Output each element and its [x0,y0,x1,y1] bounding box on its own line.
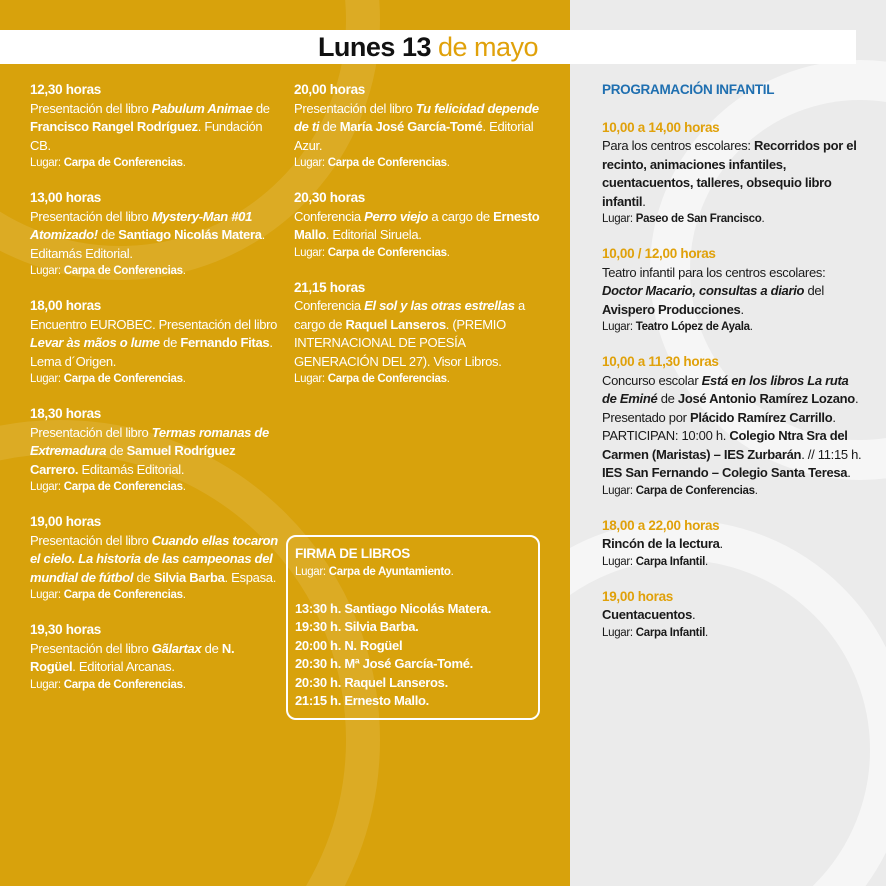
event-time: 20,30 horas [294,190,365,205]
event-text: Pabulum Animae [151,100,253,116]
event-description [602,535,864,554]
event-place [30,479,280,496]
place-label: Lugar: [294,157,325,169]
event-item [30,189,280,280]
event-text: . // 11:15 h. [801,446,862,462]
event-text: de [97,227,119,242]
event-text: Cuentacuentos [602,607,693,622]
signing-author: Silvia Barba. [344,619,419,634]
title-main: Lunes 13 [317,32,431,62]
event-text: de [159,335,181,350]
event-text: de [201,640,222,656]
signing-time: 19:30 h. [295,619,342,634]
signing-time: 20:30 h. [295,674,342,690]
event-text: Colegio Ntra Sra del Carmen (Maristas) – IES Zurbarán [602,428,848,462]
event-text: José Antonio Ramírez Lozano [677,391,855,406]
event-text: María José García-Tomé [339,119,483,134]
event-text: IES San Fernando – Colegio Santa Teresa [602,465,848,480]
event-item [602,245,864,336]
event-place [294,371,552,388]
book-signing-place: Lugar: Carpa de Ayuntamiento. [295,565,454,578]
place-label: Lugar: [294,246,325,259]
signing-author: N. Rogüel [344,637,403,653]
event-description [602,606,864,625]
event-text: . Lema d´Origen. [30,335,273,369]
event-item [294,279,552,389]
title-sub: de mayo [438,32,539,62]
event-text: Mystery-Man #01 Atomizado! [30,208,253,242]
place-label: Lugar: [602,626,633,639]
event-text: Recorridos por el recinto, animaciones infantiles, cuentacuentos, talleres, obsequio libro infantil [602,138,857,209]
event-place [30,587,280,604]
event-text: Concurso escolar [602,372,702,388]
event-place [602,554,864,571]
middle-column [294,81,552,405]
book-signing-list [295,600,538,711]
event-item [602,353,864,500]
event-item [30,513,280,604]
signing-time: 20:30 h. [295,656,342,671]
event-text: del [804,283,824,298]
event-time: 10,00 a 14,00 horas [602,119,720,135]
place-label: Lugar: [30,157,61,169]
place-name: Carpa de Conferencias [63,373,183,385]
event-text: . Espasa. [224,569,277,585]
place-end: . [446,373,450,385]
place-name: Carpa de Conferencias [327,157,447,169]
event-text: . (PREMIO INTERNACIONAL DE POESÍA GENERACIÓN DEL 27). Visor Libros. [294,316,506,369]
place-name: Carpa de Conferencias [327,246,447,259]
place-end: . [705,555,708,568]
event-text: Termas romanas de Extremadura [30,424,269,458]
place-name: Carpa de Conferencias [63,678,183,691]
event-text: Presentación del libro [30,424,152,440]
event-time: 21,15 horas [294,279,365,295]
event-place [602,483,864,500]
event-text: Está en los libros La ruta de Eminé [602,372,849,406]
event-text: Teatro infantil para los centros escolares: [602,264,826,280]
event-text: Conferencia [294,208,365,224]
event-description [30,208,280,264]
event-text: . PARTICIPAN: 10:00 h. [602,409,836,443]
event-text: de [252,100,270,116]
book-signing-title: FIRMA DE LIBROS [295,546,410,561]
place-label: Lugar: [30,678,61,691]
event-text: de [657,391,678,406]
place-end: . [182,481,186,493]
event-text: Conferencia [294,298,365,313]
event-text: Tu felicidad depende de ti [294,100,539,134]
event-text: Plácido Ramírez Carrillo [690,409,833,425]
place-name: Carpa Infantil [635,555,705,568]
header-bar [0,30,856,64]
signing-row [295,637,538,656]
event-text: . Editamás Editorial. [30,227,265,261]
event-text: Presentación del libro [294,100,416,116]
event-text: Samuel Rodríguez Carrero. [30,443,236,477]
page-title [0,30,856,64]
event-place [602,211,864,228]
event-item [602,119,864,229]
book-signing-box [286,535,540,720]
event-description [602,264,864,320]
event-text: . Fundación CB. [30,119,263,153]
place-name: Carpa de Conferencias [63,157,183,169]
signing-row [295,600,538,619]
event-text: Silvia Barba [153,569,225,585]
place-end: . [761,213,765,225]
signing-author: Mª José García-Tomé. [344,656,473,671]
event-text: . [740,301,744,317]
event-time: 19,30 horas [30,622,101,637]
event-text: de [133,569,154,585]
place-name: Carpa Infantil [635,626,705,639]
event-text: Rincón de la lectura [602,536,720,551]
event-text: . [719,536,723,551]
event-place [294,155,552,172]
event-text: . Editorial Azur. [294,119,534,153]
place-label: Lugar: [294,373,325,385]
event-text: de [106,443,127,458]
place-name: Carpa de Conferencias [63,265,183,277]
event-description [294,297,552,371]
event-item [30,621,280,694]
place-label: Lugar: [602,213,633,225]
event-text: Avispero Producciones [602,301,741,317]
event-text: Ernesto Mallo [294,208,540,242]
signing-author: Raquel Lanseros. [344,674,448,690]
place-name: Carpa de Conferencias [63,589,183,601]
event-time: 19,00 horas [602,588,673,604]
event-description [602,137,864,211]
event-text: Doctor Macario, consultas a diario [602,283,805,298]
event-item [294,81,552,172]
event-place [602,625,864,642]
event-place [30,371,280,388]
event-text: Presentación del libro [30,532,152,548]
place-label: Lugar: [30,265,61,277]
event-description [30,424,280,480]
signing-row [295,618,538,637]
place-end: . [705,626,708,639]
event-description [30,316,280,372]
event-description [294,208,552,245]
event-place [602,319,864,336]
signing-time: 20:00 h. [295,637,342,653]
place-end: . [182,678,186,691]
event-time: 19,00 horas [30,514,101,529]
event-text: Levar às mãos o lume [30,335,160,350]
event-text: Presentación del libro [30,640,152,656]
signing-author: Santiago Nicolás Matera. [344,600,492,616]
signing-time: 13:30 h. [295,600,342,616]
children-program-column [602,81,864,659]
event-text: Presentación del libro [30,100,152,116]
event-text: Gãlartax [151,640,202,656]
place-label: Lugar: [30,481,61,493]
event-text: Francisco Rangel Rodríguez [30,119,198,134]
event-text: . Presentado por [602,391,859,425]
place-end: . [182,589,186,601]
place-name: Carpa de Conferencias [635,484,755,497]
event-time: 18,00 a 22,00 horas [602,517,720,533]
place-label: Lugar: [602,484,633,497]
place-end: . [182,157,186,169]
event-time: 12,30 horas [30,82,101,97]
place-name: Carpa de Conferencias [63,481,183,493]
event-description [602,372,864,483]
event-text: . Editorial Arcanas. [72,659,175,674]
event-place [30,155,280,172]
children-events [602,119,864,642]
place-label: Lugar: [30,373,61,385]
event-place [30,263,280,280]
event-text: Santiago Nicolás Matera [118,227,262,242]
event-text: Cuando ellas tocaron el cielo. La historia de las campeonas del mundial de fútbol [30,532,278,585]
event-description [30,532,280,588]
event-item [30,297,280,388]
event-item [30,405,280,496]
event-place [30,677,280,694]
event-text: a cargo de [428,208,494,224]
event-item [30,81,280,172]
event-text: Raquel Lanseros [345,316,446,332]
event-description [294,100,552,156]
place-label: Lugar: [602,321,633,333]
signing-row [295,674,538,693]
event-time: 18,30 horas [30,406,101,421]
event-text: . Editorial Siruela. [325,227,422,242]
event-item [602,517,864,571]
event-text: de [319,119,340,134]
place-name: Carpa de Conferencias [327,373,447,385]
place-end: . [749,321,753,333]
event-text: El sol y las otras estrellas [364,298,515,313]
signing-row [295,655,538,674]
event-text: Encuentro EUROBEC. Presentación del libro [30,316,278,332]
place-end: . [446,246,450,259]
children-program-title: PROGRAMACIÓN INFANTIL [602,82,775,97]
signing-time: 21:15 h. [295,693,342,708]
event-item [294,189,552,262]
event-time: 10,00 / 12,00 horas [602,246,716,261]
event-text: N. Rogüel [30,640,235,674]
signing-author: Ernesto Mallo. [344,693,429,708]
event-text: . [692,607,696,622]
event-text: a cargo de [294,298,525,332]
event-description [30,640,280,677]
signing-row [295,692,538,711]
event-text: Editamás Editorial. [78,461,185,477]
left-column [30,81,280,711]
event-time: 13,00 horas [30,190,101,205]
event-text: Para los centros escolares: [602,138,755,153]
place-name: Paseo de San Francisco [635,213,762,225]
place-end: . [446,157,450,169]
event-time: 20,00 horas [294,82,365,97]
event-time: 18,00 horas [30,298,101,313]
place-label: Lugar: [602,555,633,568]
place-end: . [182,373,186,385]
event-text: . [847,465,851,480]
event-place [294,245,552,262]
place-end: . [182,265,186,277]
event-text: Perro viejo [364,208,429,224]
place-label: Lugar: [30,589,61,601]
event-text: Fernando Fitas [180,335,270,350]
event-description [30,100,280,156]
event-item [602,588,864,642]
place-end: . [754,484,758,497]
event-text: . [642,193,646,209]
event-time: 10,00 a 11,30 horas [602,354,719,369]
event-text: Presentación del libro [30,208,152,224]
place-name: Teatro López de Ayala [635,321,750,333]
